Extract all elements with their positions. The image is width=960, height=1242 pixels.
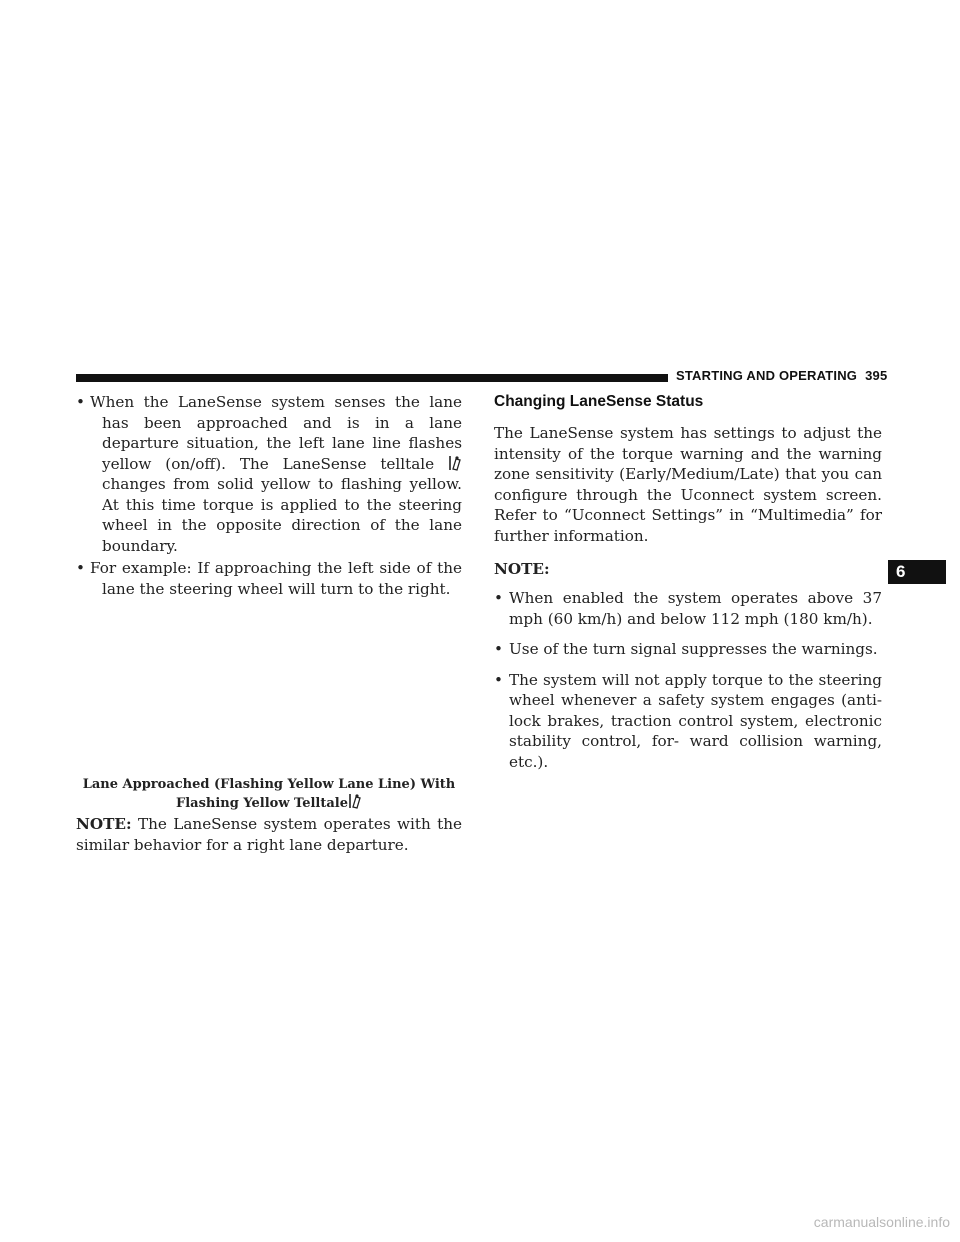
caption-line: Flashing Yellow Telltale	[175, 796, 349, 811]
bullet-text: Use of the turn signal suppresses the warnings.	[509, 640, 878, 658]
bullet-text: When enabled the system operates above 37 mph (60 km/h) and below 112 mph (180 km/h).	[509, 589, 882, 628]
note-text: The LaneSense system operates with the similar behavior for a right lane departure.	[76, 815, 462, 854]
running-header	[676, 368, 887, 383]
figure-caption	[76, 776, 462, 812]
lanesense-telltale-icon	[448, 455, 462, 471]
bullet-marker: •	[76, 559, 85, 577]
list-item	[494, 639, 882, 660]
note-paragraph	[76, 814, 462, 855]
list-item	[76, 392, 462, 556]
bullet-marker: •	[494, 670, 503, 689]
chapter-tab: 6	[888, 560, 946, 584]
bullet-text: The system will not apply torque to the steering wheel whenever a safety system engages (anti-lock brakes, traction control system, electronic stability control, for- ward collision warning, etc.).	[509, 670, 882, 771]
caption-line: Lane Approached (Flashing Yellow Lane Line) With	[82, 777, 456, 792]
page-number: 395	[865, 368, 888, 383]
note-label: NOTE:	[494, 560, 550, 578]
section-title: STARTING AND OPERATING	[676, 368, 858, 383]
right-column	[494, 392, 882, 782]
bullet-text: When the LaneSense system senses the lane has been approached and is in a lane departure situation, the left lane line flashes yellow (on/off). The LaneSense telltale	[90, 393, 462, 473]
bullet-marker: •	[494, 640, 503, 658]
bullet-text: For example: If approaching the left side of the lane the steering wheel will turn to the right.	[90, 559, 462, 598]
bullet-marker: •	[76, 393, 85, 411]
caption-line-with-icon	[76, 793, 462, 812]
lanesense-telltale-icon	[348, 793, 362, 809]
header-rule	[76, 374, 668, 382]
list-item	[494, 588, 882, 629]
watermark: carmanualsonline.info	[813, 1214, 950, 1230]
body-paragraph: The LaneSense system has settings to adjust the intensity of the torque warning and the warning zone sensitivity (Early/Medium/Late) that you can configure through the Uconnect system screen. Refer to “Uconnect Settings” in “Multimedia” for further information.	[494, 424, 882, 545]
section-heading: Changing LaneSense Status	[494, 393, 704, 410]
bullet-text: changes from solid yellow to flashing yellow. At this time torque is applied to the steering wheel in the opposite direction of the lane boundary.	[102, 475, 462, 555]
bullet-marker: •	[494, 589, 503, 607]
figure-placeholder	[76, 560, 462, 770]
list-item	[494, 670, 882, 773]
note-label: NOTE:	[76, 815, 132, 833]
